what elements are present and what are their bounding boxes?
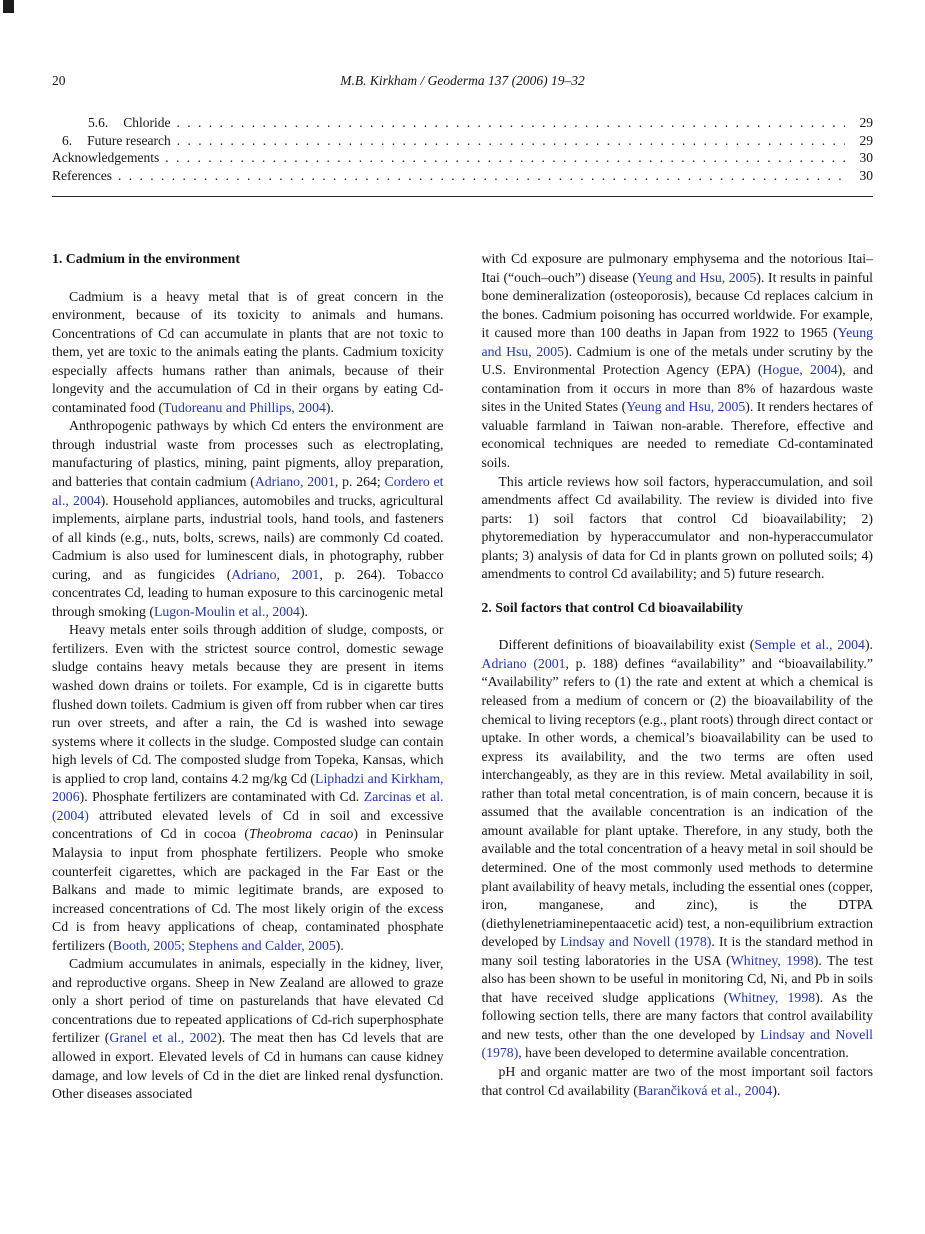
toc-dot-leader [118, 167, 845, 185]
citation-link[interactable]: Granel et al., 2002 [109, 1030, 218, 1046]
body-text: ). Household appliances, automobiles and trucks, agricultural implements, airplane parts, industrial tools, hand tools, and fasteners of all kinds (e.g., nuts, bolts, screws, nails) are commonly Cd coated. Cadmium is also used for luminescent dials, in photography, rubber curing, and as fungicides ( [52, 492, 444, 582]
paragraph [482, 250, 874, 473]
toc-entry-label: Acknowledgements [52, 150, 160, 165]
paragraph [52, 955, 444, 1103]
citation-link[interactable]: Adriano, 2001 [254, 474, 335, 490]
header-rule [52, 196, 873, 197]
species-name: Theobroma cacao [248, 826, 354, 842]
journal-citation: M.B. Kirkham / Geoderma 137 (2006) 19–32 [340, 73, 585, 88]
citation-link[interactable]: Lindsay and Novell (1978), [481, 1026, 873, 1061]
page-number: 20 [52, 73, 66, 88]
toc-entry-page: 29 [859, 115, 873, 130]
body-text: Cadmium accumulates in animals, especially in the kidney, liver, and reproductive organs. Sheep in New Zealand are allowed to graze only a short period of time on pasturelands that have elevated Cd concentrations due to repeated applications of Cd-rich superphosphate fertilizer ( [52, 956, 444, 1046]
toc-entry-page: 29 [859, 132, 873, 148]
running-header [52, 0, 873, 89]
body-text: attributed elevated levels of Cd in soil and excessive concentrations of Cd in cocoa ( [52, 807, 444, 842]
body-text: Cadmium is a heavy metal that is of great concern in the environment, because of its toxicity to animals and humans. Concentrations of Cd can accumulate in plants that are not toxic to them, yet are toxic to the animals eating the plants. Cadmium toxicity especially affects humans rather than animals, because of their longevity and the accumulation of Cd in their organs by eating Cd-contaminated food ( [52, 288, 444, 415]
toc-dot-leader [165, 149, 845, 167]
body-text: ). Cadmium is one of the metals under scrutiny by the U.S. Environmental Protection Agency (EPA) ( [481, 343, 873, 378]
toc-dot-leader [177, 132, 845, 150]
toc-entry[interactable] [52, 149, 873, 167]
toc-entry-label: Future research [87, 132, 171, 148]
citation-link[interactable]: Barančiková et al., 2004 [637, 1082, 773, 1098]
section-heading: 1. Cadmium in the environment [52, 251, 240, 266]
toc-entry-number: 5.6. [88, 115, 109, 130]
body-text: Heavy metals enter soils through addition of sludge, composts, or fertilizers. Even with the strictest source control, domestic sewage sludge contains heavy metals because they are present in items washed down drains or toilets. For example, Cd is in cigarette butts flushed down toilets. Cadmium is given off from rubber when car tires run over streets, and after a rain, the Cd is washed into sewage systems where it collects in the sludge. Composted sludge can contain high levels of Cd. The composted sludge from Topeka, Kansas, which is applied to crop land, contains 4.2 mg/kg Cd ( [52, 622, 444, 786]
body-text: , p. 264; [334, 474, 385, 490]
right-column [482, 250, 874, 1104]
body-text: ). [335, 937, 344, 953]
scan-artifact [3, 0, 14, 13]
paragraph [52, 288, 444, 418]
citation-link[interactable]: Booth, 2005; Stephens and Calder, 2005 [112, 937, 336, 953]
citation-link[interactable]: Semple et al., 2004 [754, 637, 865, 653]
body-text: , p. 264). Tobacco concentrates Cd, leading to human exposure to this carcinogenic metal through smoking ( [52, 566, 444, 619]
citation-link[interactable]: Lindsay and Novell (1978) [560, 934, 712, 950]
paragraph [52, 621, 444, 955]
body-text: ). It results in painful bone demineralization (osteoporosis), because Cd replaces calcium in the bones. Cadmium poisoning has occurred worldwide. For example, it caused more than 100 deaths in Japan from 1922 to 1965 ( [481, 269, 873, 341]
body-text: ) in Peninsular Malaysia to input from phosphate fertilizers. People who smoke counterfeit cigarettes, which are packaged in the Far East or the Balkans and made to mimic legitimate brands, are exposed to increased concentrations of Cd. The most likely origin of the excess Cd is from heavy applications of cheap, contaminated phosphate fertilizers ( [52, 826, 444, 953]
toc-dot-leader [177, 114, 846, 132]
body-text: ), and contamination from it occurs in more than 8% of hazardous waste sites in the United States ( [481, 362, 873, 415]
citation-link[interactable]: Whitney, 1998 [730, 952, 814, 968]
citation-link[interactable]: Yeung and Hsu, 2005 [626, 399, 746, 415]
body-text: , p. 188) defines “availability” and “bioavailability.” “Availability” refers to (1) the rate and extent at which a chemical is released from a medium of concern or (2) the bioavailability of the chemical to living receptors (e.g., plant roots) through direct contact or uptake. In other words, a chemical’s bioavailability can be used to express its availability, and the two terms are often used interchangeably, as they are in this review. Metal availability in soil, rather than total metal concentration, is of main concern, because it is assumed that the available concentration is an indication of the amount available for plant uptake. Therefore, in any study, both the available and the total concentration of a heavy metal in soil should be determined. One of the most commonly used methods to determine plant availability of heavy metals, including the essential ones (copper, iron, manganese, and zinc), is the DTPA (diethylenetriaminepentaacetic acid) test, a non-equilibrium extraction developed by [481, 655, 873, 950]
article-body [52, 250, 873, 1104]
paragraph [482, 636, 874, 1063]
body-text: ). [325, 399, 334, 415]
citation-link[interactable]: Adriano, 2001 [231, 566, 320, 582]
toc-entry-page: 30 [859, 167, 873, 183]
body-text: have been developed to determine available concentration. [521, 1045, 849, 1061]
toc-entry[interactable] [52, 114, 873, 132]
citation-link[interactable]: Yeung and Hsu, 2005 [481, 325, 873, 359]
citation-link[interactable]: Adriano (2001 [481, 655, 566, 671]
section-heading: 2. Soil factors that control Cd bioavailability [481, 599, 744, 615]
body-text: ). [772, 1082, 781, 1098]
body-text: ). As the following section tells, there are many factors that control availability and new tests, other than the one developed by [481, 989, 874, 1042]
citation-link[interactable]: Yeung and Hsu, 2005 [637, 269, 757, 285]
body-text: ). The meat then has Cd levels that are allowed in export. Elevated levels of Cd in humans can cause kidney damage, and low levels of Cd in the diet are linked renal dysfunction. Other diseases associated [52, 1030, 444, 1102]
paragraph [482, 1063, 874, 1100]
toc-entry[interactable] [52, 167, 873, 185]
body-text: pH and organic matter are two of the most important soil factors that control Cd availability ( [481, 1063, 873, 1098]
body-text: ). [864, 637, 873, 653]
citation-link[interactable]: Hogue, 2004 [762, 362, 838, 378]
toc-entry-number: 6. [62, 132, 73, 148]
body-text: with Cd exposure are pulmonary emphysema and the notorious Itai–Itai (“ouch–ouch”) disease ( [481, 251, 873, 285]
left-column [52, 250, 444, 1104]
toc-entry-page: 30 [859, 150, 873, 165]
citation-link[interactable]: Tudoreanu and Phillips, 2004 [163, 399, 326, 415]
citation-link[interactable]: Whitney, 1998 [728, 989, 816, 1005]
toc-entry[interactable] [52, 132, 873, 150]
body-text: Anthropogenic pathways by which Cd enters the environment are through industrial waste from processes such as electroplating, manufacturing of plastics, mining, paint pigments, alloy preparation, and batteries that contain cadmium ( [52, 418, 444, 490]
body-text: . It is the standard method in many soil testing laboratories in the USA ( [481, 934, 873, 968]
body-text: ). It renders hectares of valuable farmland in Taiwan non-arable. Therefore, effective and economical techniques are needed to remediate Cd-contaminated soils. [481, 399, 873, 471]
toc-entry-label: Chloride [123, 115, 171, 130]
body-text: ). [299, 603, 308, 619]
toc-entry-label: References [52, 167, 112, 183]
citation-link[interactable]: Lugon-Moulin et al., 2004 [153, 603, 300, 619]
paragraph [482, 473, 874, 584]
citation-link[interactable]: Cordero et al., 2004 [52, 474, 444, 508]
body-text: Different definitions of bioavailability exist ( [498, 637, 755, 653]
citation-link[interactable]: Liphadzi and Kirkham, 2006 [52, 770, 444, 805]
paragraph [52, 417, 444, 621]
body-text: This article reviews how soil factors, hyperaccumulation, and soil amendments affect Cd availability. The review is divided into five parts: 1) soil factors that control Cd bioavailability; 2) phytoremediation by hyperaccumulator and non-hyperaccumulator plants; 3) analysis of data for Cd in plants grown on polluted soils; 4) amendments to control Cd availability; and 5) future research. [481, 473, 873, 582]
body-text: ). The test also has been shown to be useful in monitoring Cd, Ni, and Pb in soils that have received sludge applications ( [481, 952, 873, 1005]
table-of-contents [52, 114, 873, 184]
citation-link[interactable]: Zarcinas et al. (2004) [52, 789, 444, 823]
body-text: ). Phosphate fertilizers are contaminated with Cd. [79, 789, 364, 805]
